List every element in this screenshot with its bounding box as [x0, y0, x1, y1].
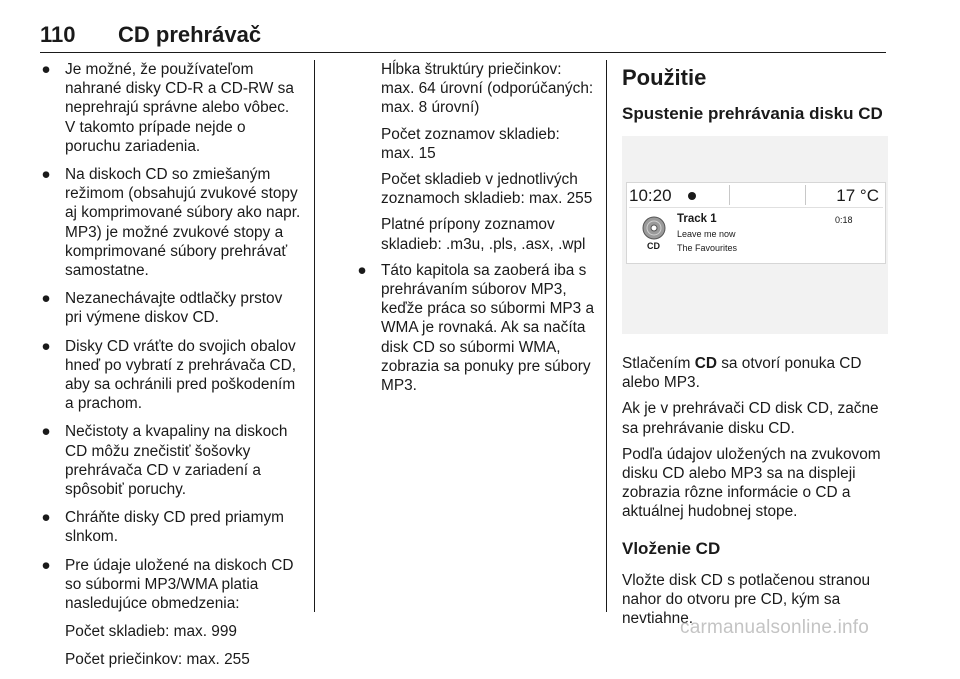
bullet-icon: ●: [41, 423, 51, 441]
list-item: [40, 556, 302, 670]
bullet-icon: ●: [41, 166, 51, 184]
list-item: [40, 422, 302, 499]
infotainment-display: [626, 182, 886, 264]
paragraph: Vložte disk CD s potlačenou stranou nahor do otvoru pre CD, kým sa nevtiahne.: [622, 571, 871, 628]
display-separator: [805, 185, 806, 205]
column-1: [40, 60, 302, 679]
list-item: [40, 289, 302, 327]
list-item: [40, 60, 302, 156]
subsection-heading: Spustenie prehrávania disku CD: [622, 104, 883, 123]
bullet-icon: ●: [41, 509, 51, 527]
list-item: [40, 508, 302, 546]
bullet-icon: ●: [41, 556, 51, 574]
bullet-text: Na diskoch CD so zmiešaným režimom (obsahujú zvukové stopy aj komprimované súbory ako napr. MP3) je možné zvukové stopy a komprimované súbory prehrávať samostatne.: [65, 166, 301, 280]
paragraph: Ak je v prehrávači CD disk CD, začne sa prehrávanie disku CD.: [622, 400, 879, 437]
section-heading: Použitie: [622, 65, 707, 90]
display-divider: [629, 207, 883, 208]
limit-item: Počet zoznamov skladieb: max. 15: [381, 125, 560, 162]
paragraph: [622, 354, 888, 392]
limits-continued: [356, 60, 596, 254]
bullet-text: Nezanechávajte odtlačky prstov pri výmene diskov CD.: [65, 290, 283, 327]
bullet-list: [40, 60, 302, 670]
artist-name: The Favourites: [677, 243, 738, 253]
list-item: [356, 261, 596, 395]
column-divider-2: [606, 60, 607, 612]
page-header: [40, 22, 886, 53]
limit-item: Počet skladieb v jednotlivých zoznamoch skladieb: max. 255: [381, 171, 593, 208]
column-3: [622, 60, 888, 635]
page-number: 110: [40, 22, 76, 47]
song-title: Leave me now: [677, 229, 736, 239]
chapter-title: CD prehrávač: [118, 22, 262, 47]
bullet-text: Nečistoty a kvapaliny na diskoch CD môžu znečistiť šošovky prehrávača CD v zariadení a spôsobiť poruchy.: [65, 423, 288, 499]
display-temperature: 17 °C: [836, 186, 879, 205]
text-run: sa otvorí ponuka CD alebo MP3.: [622, 355, 862, 392]
display-separator: [729, 185, 730, 205]
bullet-list: [356, 261, 596, 395]
status-dot-icon: [688, 192, 696, 200]
bullet-icon: ●: [41, 61, 51, 78]
display-illustration: [622, 136, 888, 334]
bullet-text: Táto kapitola sa zaoberá iba s prehrávaním súborov MP3, keďže práca so súbormi MP3 a WMA je rovnaká. Ak sa načíta disk CD so súbormi WMA, zobrazia sa ponuky pre súbory MP3.: [381, 261, 595, 395]
track-name: Track 1: [677, 213, 717, 225]
column-2: [356, 60, 596, 404]
list-item: [40, 165, 302, 280]
list-item: [40, 337, 302, 414]
cd-disc-icon: [642, 216, 666, 240]
paragraph: Podľa údajov uložených na zvukovom disku CD alebo MP3 sa na displeji zobrazia rôzne informácie o CD a aktuálnej hudobnej stope.: [622, 445, 881, 521]
elapsed-time: 0:18: [835, 215, 853, 225]
bullet-icon: ●: [41, 290, 51, 308]
bullet-text: Je možné, že používateľom nahrané disky CD-R a CD-RW sa neprehrajú správne alebo vôbec. V takomto prípade nejde o poruchu zariadenia.: [65, 61, 294, 155]
limit-item: Hĺbka štruktúry priečinkov: max. 64 úrovní (odporúčaných: max. 8 úrovní): [381, 61, 594, 117]
text-run: Stlačením: [622, 355, 695, 372]
bullet-text: Pre údaje uložené na diskoch CD so súbormi MP3/WMA platia nasledujúce obmedzenia:: [65, 556, 294, 613]
bullet-icon: ●: [357, 261, 367, 279]
bullet-icon: ●: [41, 337, 51, 355]
watermark: carmanualsonline.info: [680, 617, 870, 638]
bullet-text: Chráňte disky CD pred priamym slnkom.: [65, 509, 284, 546]
source-label: CD: [647, 241, 660, 251]
button-reference: CD: [694, 355, 717, 372]
column-divider-1: [314, 60, 315, 612]
limit-item: Počet skladieb: max. 999: [65, 623, 237, 641]
bullet-text: Disky CD vráťte do svojich obalov hneď po vybratí z prehrávača CD, aby sa ochránili pred poškodením a prachom.: [65, 337, 297, 413]
limit-item: Platné prípony zoznamov skladieb: .m3u, .pls, .asx, .wpl: [381, 216, 586, 253]
subsection-heading: Vloženie CD: [622, 538, 721, 558]
display-clock: 10:20: [629, 186, 672, 205]
limit-item: Počet priečinkov: max. 255: [65, 651, 250, 669]
